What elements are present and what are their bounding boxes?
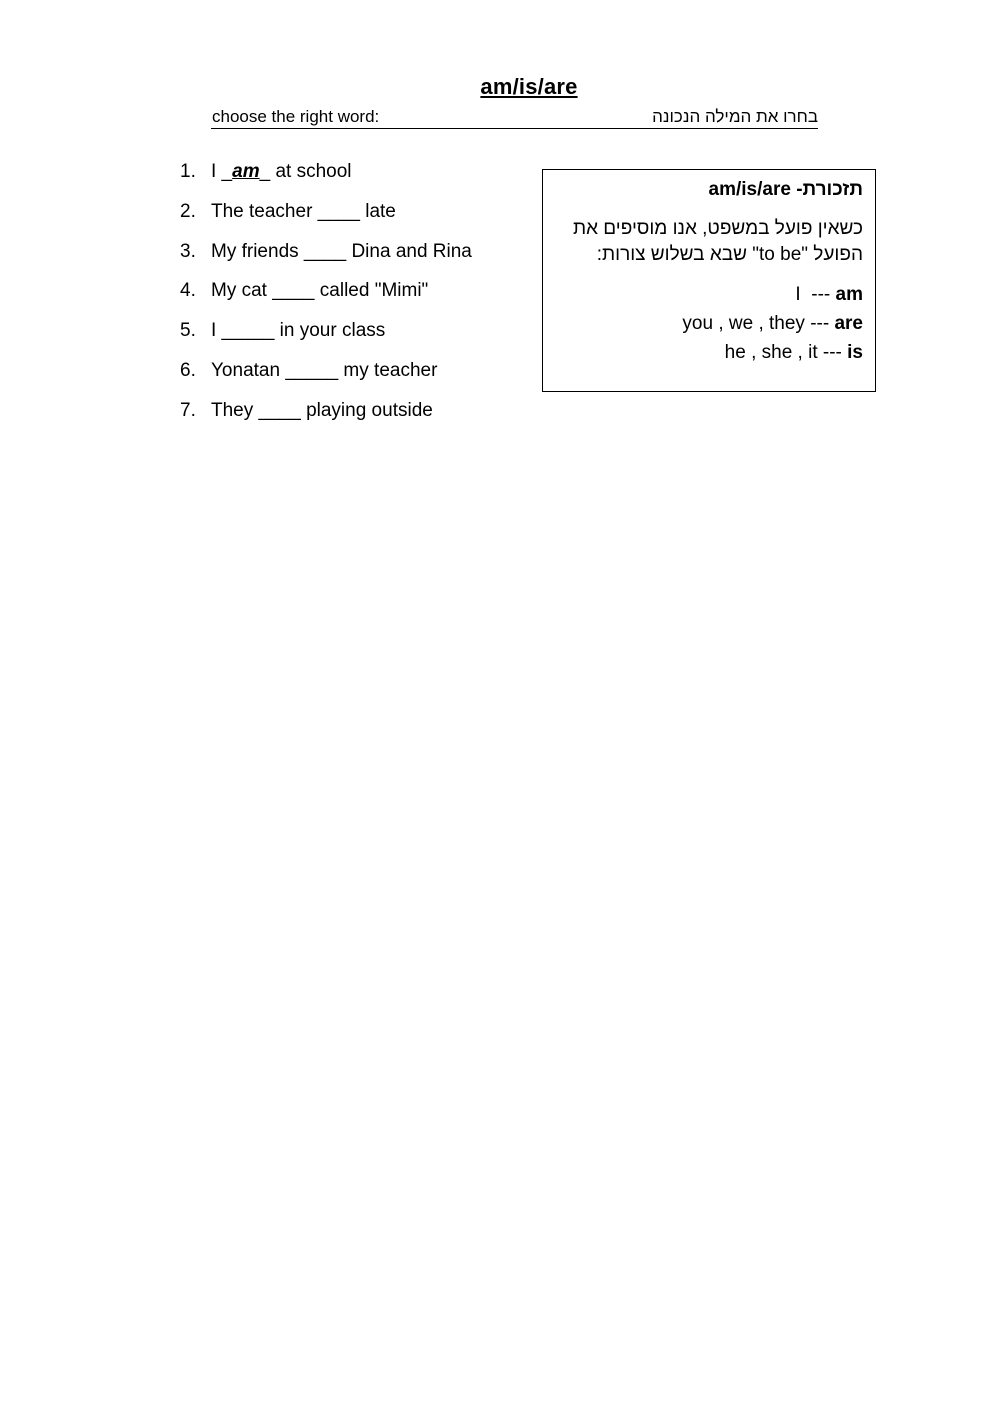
reminder-title: תזכורת- am/is/are — [708, 179, 863, 200]
rule-subject: you , we , they --- — [682, 313, 835, 334]
exercise-item — [180, 397, 472, 437]
exercise-number: 1. — [180, 161, 196, 182]
rule-verb: are — [834, 313, 863, 334]
reminder-box — [542, 169, 876, 392]
exercise-text: They ____ playing outside — [211, 399, 433, 421]
rule-subject: I --- — [795, 284, 836, 305]
instruction-english: choose the right word: — [212, 107, 380, 126]
exercise-item — [180, 198, 472, 238]
exercise-text-before: I _ — [211, 161, 233, 182]
reminder-text: כשאין פועל במשפט, אנו מוסיפים את הפועל "to be" שבא בשלוש צורות: — [572, 218, 863, 265]
exercise-text: I _____ in your class — [211, 320, 386, 342]
rule-line-is — [555, 338, 863, 367]
rule-verb: am — [835, 284, 863, 305]
rule-line-are — [555, 309, 863, 338]
exercise-item — [180, 238, 472, 278]
exercise-item — [180, 158, 472, 198]
rule-verb: is — [847, 342, 863, 363]
rule-line-am — [555, 280, 863, 309]
exercise-text-after: _ at school — [259, 161, 352, 182]
exercise-number: 7. — [180, 399, 196, 421]
rule-subject: he , she , it --- — [724, 342, 848, 363]
instruction-line — [211, 106, 818, 129]
exercise-list — [180, 158, 472, 437]
exercise-item — [180, 357, 472, 397]
exercise-text: Yonatan _____ my teacher — [211, 359, 438, 381]
exercise-text: The teacher ____ late — [211, 200, 396, 222]
exercise-number: 2. — [180, 200, 196, 222]
exercise-number: 6. — [180, 359, 196, 381]
exercise-number: 4. — [180, 280, 196, 302]
page-title: am/is/are — [480, 74, 578, 99]
exercise-text: My cat ____ called "Mimi" — [211, 280, 429, 302]
example-answer: am — [232, 161, 260, 182]
exercise-item — [180, 277, 472, 317]
exercise-number: 3. — [180, 240, 196, 262]
exercise-item — [180, 317, 472, 357]
instruction-hebrew: בחרו את המילה הנכונה — [652, 107, 818, 126]
exercise-text: My friends ____ Dina and Rina — [211, 240, 472, 262]
exercise-number: 5. — [180, 320, 196, 342]
